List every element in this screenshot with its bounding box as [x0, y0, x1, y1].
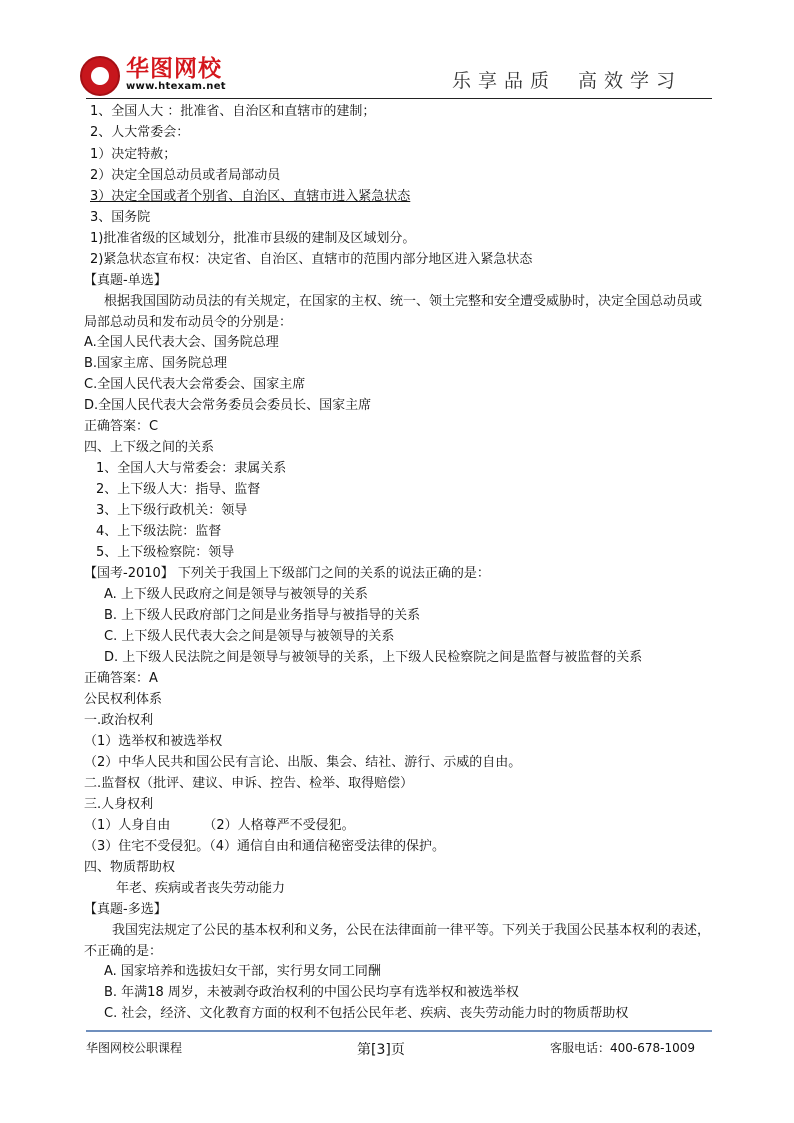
text-line: （1）人身自由 （2）人格尊严不受侵犯。 — [84, 818, 355, 833]
option-a: A. 国家培养和选拔妇女干部，实行男女同工同酬 — [104, 964, 381, 979]
text-line: 3、国务院 — [90, 210, 151, 225]
text-line: 2、上下级人大：指导、监督 — [96, 482, 261, 497]
text-line: 2）决定全国总动员或者局部动员 — [90, 168, 281, 183]
text-line: 2、人大常委会： — [90, 125, 190, 140]
text-line: 2)紧急状态宣布权：决定省、自治区、直辖市的范围内部分地区进入紧急状态 — [90, 252, 533, 267]
option-a: A. 上下级人民政府之间是领导与被领导的关系 — [104, 587, 368, 602]
text-line: 4、上下级法院：监督 — [96, 524, 222, 539]
answer: 正确答案：C — [84, 419, 159, 434]
text-line: 1、全国人大 ：批准省、自治区和直辖市的建制； — [90, 104, 376, 119]
slogan-part-2: 高效学习 — [578, 70, 683, 92]
footer-right: 客服电话：400-678-1009 — [550, 1041, 696, 1055]
option-b: B.国家主席、国务院总理 — [84, 356, 228, 371]
option-a: A.全国人民代表大会、国务院总理 — [84, 335, 279, 350]
option-d: D. 上下级人民法院之间是领导与被领导的关系，上下级人民检察院之间是监督与被监督的关系 — [104, 650, 643, 665]
option-b: B. 上下级人民政府部门之间是业务指导与被指导的关系 — [104, 608, 421, 623]
text-line: 5、上下级检察院：领导 — [96, 545, 235, 560]
option-c: C. 上下级人民代表大会之间是领导与被领导的关系 — [104, 629, 395, 644]
slogan-part-1: 乐享品质 — [452, 70, 557, 92]
header-slogan — [452, 66, 682, 93]
text-line: （3）住宅不受侵犯。（4）通信自由和通信秘密受法律的保护。 — [84, 839, 446, 854]
question-stem: 根据我国国防动员法的有关规定，在国家的主权、统一、领土完整和安全遭受威胁时，决定全国总动员或局部总动员和发布动员令的分别是： — [84, 294, 703, 330]
footer-rule — [86, 1030, 712, 1032]
page-number: 第[3]页 — [357, 1042, 405, 1058]
text-line: 3）决定全国或者个别省、自治区、直辖市进入紧急状态 — [90, 189, 411, 204]
footer-left: 华图网校公职课程 — [86, 1041, 183, 1055]
text-line: （2）中华人民共和国公民有言论、出版、集会、结社、游行、示威的自由。 — [84, 755, 522, 770]
option-d: D.全国人民代表大会常务委员会委员长、国家主席 — [84, 398, 372, 413]
section-heading: 四、物质帮助权 — [84, 860, 176, 875]
text-line: 1、全国人大与常委会：隶属关系 — [96, 461, 287, 476]
text-line: 1)批准省级的区域划分，批准市县级的建制及区域划分。 — [90, 231, 416, 246]
section-heading: 一.政治权利 — [84, 713, 154, 728]
section-heading: 四、上下级之间的关系 — [84, 440, 215, 455]
option-b: B. 年满18 周岁，未被剥夺政治权利的中国公民均享有选举权和被选举权 — [104, 985, 519, 1000]
section-heading: 三.人身权利 — [84, 797, 154, 812]
answer: 正确答案：A — [84, 671, 158, 686]
question-stem: 【国考-2010】 下列关于我国上下级部门之间的关系的说法正确的是： — [84, 566, 490, 581]
brand-name: 华图网校 — [126, 56, 222, 82]
text-line: 年老、疾病或者丧失劳动能力 — [116, 881, 286, 896]
option-c: C.全国人民代表大会常委会、国家主席 — [84, 377, 306, 392]
header-rule — [86, 98, 712, 99]
section-heading: 公民权利体系 — [84, 692, 163, 707]
text-line: 3、上下级行政机关：领导 — [96, 503, 248, 518]
seal-icon — [80, 56, 120, 96]
section-heading: 二.监督权（批评、建议、申诉、控告、检举、取得赔偿） — [84, 776, 414, 791]
question-tag: 【真题-单选】 — [84, 273, 167, 288]
brand-url: www.htexam.net — [126, 81, 226, 92]
option-c: C. 社会，经济、文化教育方面的权利不包括公民年老、疾病、丧失劳动能力时的物质帮助权 — [104, 1006, 629, 1021]
question-stem: 我国宪法规定了公民的基本权利和义务，公民在法律面前一律平等。下列关于我国公民基本权利的表述，不正确的是： — [84, 923, 711, 959]
text-line: （1）选举权和被选举权 — [84, 734, 223, 749]
text-line: 1）决定特赦； — [90, 147, 177, 162]
question-tag: 【真题-多选】 — [84, 902, 167, 917]
brand-logo — [80, 56, 226, 96]
